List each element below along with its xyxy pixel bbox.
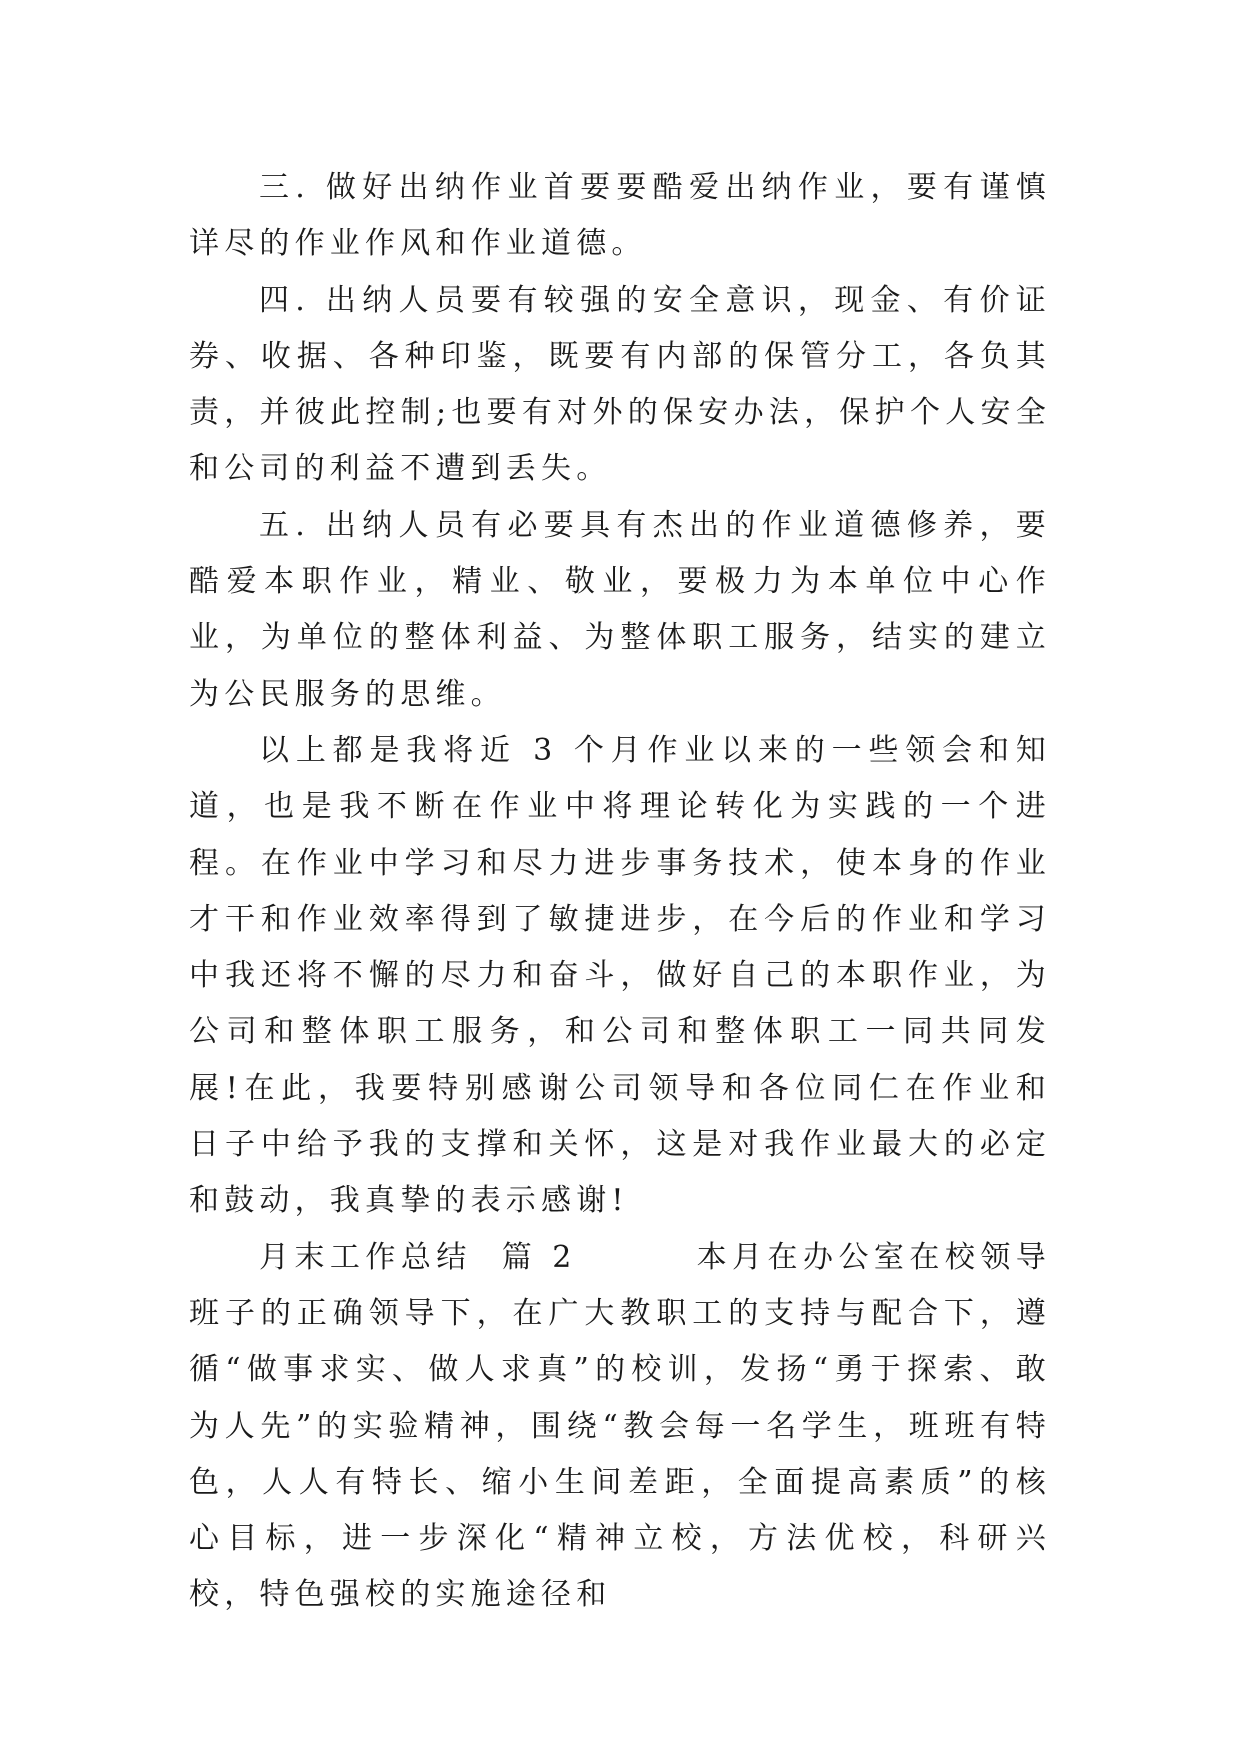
paragraph-section-2: 月末工作总结 篇 2 本月在办公室在校领导班子的正确领导下，在广大教职工的支持与配合下，遵循“做事求实、做人求真”的校训，发扬“勇于探索、敢为人先”的实验精神，围绕“教会每一名学生，班班有特色，人人有特长、缩小生间差距，全面提高素质”的核心目标，进一步深化“精神立校，方法优校，科研兴校，特色强校的实施途径和 [189, 1239, 1051, 1613]
paragraph-summary: 以上都是我将近 3 个月作业以来的一些领会和知道，也是我不断在作业中将理论转化为实践的一个进程。在作业中学习和尽力进步事务技术，使本身的作业才干和作业效率得到了敏捷进步，在今后的作业和学习中我还将不懈的尽力和奋斗，做好自己的本职作业，为公司和整体职工服务，和公司和整体职工一同共同发展!在此，我要特别感谢公司领导和各位同仁在作业和日子中给予我的支撑和关怀，这是对我作业最大的必定和鼓动，我真挚的表示感谢! [189, 732, 1051, 1219]
paragraph-item-4: 四. 出纳人员要有较强的安全意识，现金、有价证券、收据、各种印鉴，既要有内部的保管分工，各负其责，并彼此控制;也要有对外的保安办法，保护个人安全和公司的利益不遭到丢失。 [189, 282, 1051, 487]
paragraph-item-3: 三. 做好出纳作业首要要酷爱出纳作业，要有谨慎详尽的作业作风和作业道德。 [189, 170, 1051, 262]
paragraph-item-5: 五. 出纳人员有必要具有杰出的作业道德修养，要酷爱本职作业，精业、敬业，要极力为本单位中心作业，为单位的整体利益、为整体职工服务，结实的建立为公民服务的思维。 [189, 507, 1051, 712]
document-body [189, 160, 1051, 1624]
